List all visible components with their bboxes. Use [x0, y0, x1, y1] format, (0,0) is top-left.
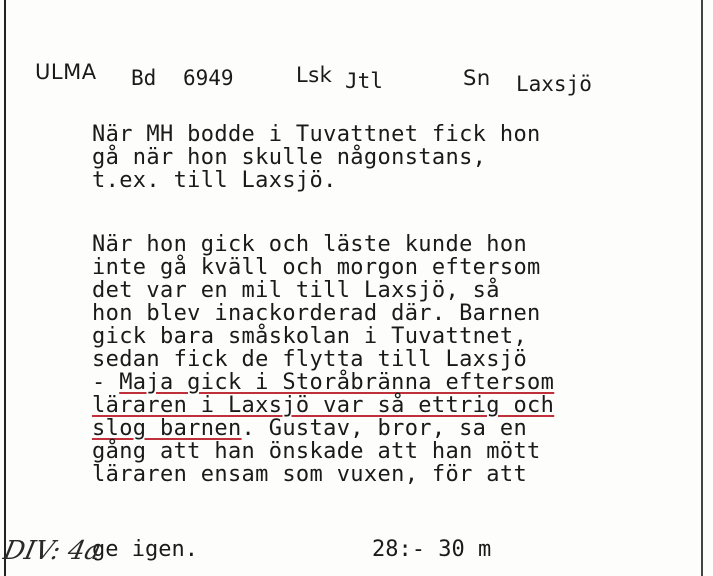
- sn-value: Laxsjö: [516, 72, 592, 96]
- text-line: gång att han önskade att han mött: [92, 439, 541, 464]
- line-prefix: -: [92, 370, 120, 395]
- text-line: När MH bodde i Tuvattnet fick hon: [92, 122, 541, 147]
- text-line: läraren ensam som vuxen, för att: [92, 462, 528, 487]
- lsk-value: Jtl: [345, 69, 383, 93]
- text-line: [92, 371, 554, 394]
- text-line: När hon gick och läste kunde hon: [92, 232, 528, 257]
- underlined-text: Maja gick i Storåbränna eftersom: [119, 370, 555, 395]
- text-line: sedan fick de flytta till Laxsjö: [92, 347, 528, 372]
- line-rest: . Gustav, bror, sa en: [241, 416, 528, 441]
- card-left-edge: [4, 0, 6, 576]
- text-line: gå när hon skulle någonstans,: [92, 145, 487, 170]
- text-line: [92, 394, 554, 417]
- text-line: hon blev inackorderad där. Barnen: [92, 301, 541, 326]
- text-line: inte gå kväll och morgon eftersom: [92, 255, 541, 280]
- paragraph-1: [92, 123, 541, 192]
- archive-label: ULMA: [35, 60, 97, 84]
- card-right-edge: [701, 0, 703, 576]
- bd-label: Bd: [131, 66, 157, 90]
- sn-label: Sn: [463, 66, 491, 90]
- text-line: det var en mil till Laxsjö, så: [92, 278, 500, 303]
- lsk-label: Lsk: [296, 63, 333, 87]
- underlined-text: läraren i Laxsjö var så ettrig och: [92, 393, 555, 418]
- recording-reference: 28:- 30 m: [372, 537, 492, 562]
- bd-number: 6949: [183, 66, 234, 90]
- text-line: [92, 417, 554, 440]
- paragraph-2: [92, 233, 554, 486]
- text-line: gick bara småskolan i Tuvattnet,: [92, 324, 528, 349]
- handwritten-mark: DIV: 4a: [0, 536, 104, 566]
- underlined-text: slog barnen: [92, 416, 242, 441]
- text-line: t.ex. till Laxsjö.: [92, 168, 337, 193]
- closing-text: ge igen.: [92, 537, 198, 562]
